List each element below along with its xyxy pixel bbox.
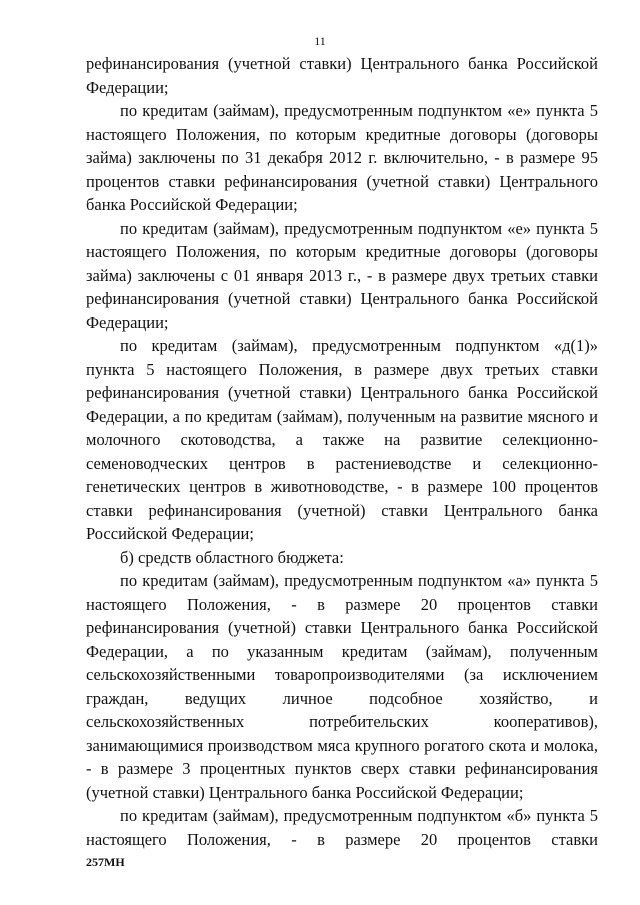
paragraph-4: по кредитам (займам), предусмотренным подпунктом «д(1)» пункта 5 настоящего Положения, в размере двух третьих ставки рефинансирования (учетной ставки) Центрального банка Российской Федерации, а по кредитам (займам), полученным на развитие мясного и молочного скотоводства, а также на развитие селекционно-семеноводческих центров в растениеводстве и селекционно-генетических центров в животноводстве, - в размере 100 процентов ставки рефинансирования (учетной) ставки Центрального банка Российской Федерации; xyxy=(86,336,598,543)
paragraph-2: по кредитам (займам), предусмотренным подпунктом «е» пункта 5 настоящего Положения, по которым кредитные договоры (договоры займа) заключены по 31 декабря 2012 г. включительно, - в размере 95 процентов ставки рефинансирования (учетной ставки) Центрального банка Российской Федерации; xyxy=(86,101,598,214)
paragraph-1: рефинансирования (учетной ставки) Центрального банка Российской Федерации; xyxy=(86,54,598,97)
page-number: 11 xyxy=(314,34,326,48)
paragraph-6: по кредитам (займам), предусмотренным подпунктом «а» пункта 5 настоящего Положения, - в размере 20 процентов ставки рефинансирования (учетной) ставки Центрального банка Российской Федерации, а по указанным кредитам (займам), полученным сельскохозяйственными товаропроизводителями (за исключением граждан, ведущих личное подсобное хозяйство, и сельскохозяйственных потребительских кооперативов), занимающимися производством мяса крупного рогатого скота и молока, - в размере 3 процентных пунктов сверх ставки рефинансирования (учетной ставки) Центрального банка Российской Федерации; xyxy=(86,571,598,802)
document-code: 257МН xyxy=(86,855,125,869)
paragraph-7: по кредитам (займам), предусмотренным подпунктом «б» пункта 5 настоящего Положения, - в размере 20 процентов ставки xyxy=(86,806,598,849)
paragraph-5: б) средств областного бюджета: xyxy=(120,547,344,567)
document-body xyxy=(86,52,598,851)
paragraph-3: по кредитам (займам), предусмотренным подпунктом «е» пункта 5 настоящего Положения, по которым кредитные договоры (договоры займа) заключены с 01 января 2013 г., - в размере двух третьих ставки рефинансирования (учетной ставки) Центрального банка Российской Федерации; xyxy=(86,218,598,332)
